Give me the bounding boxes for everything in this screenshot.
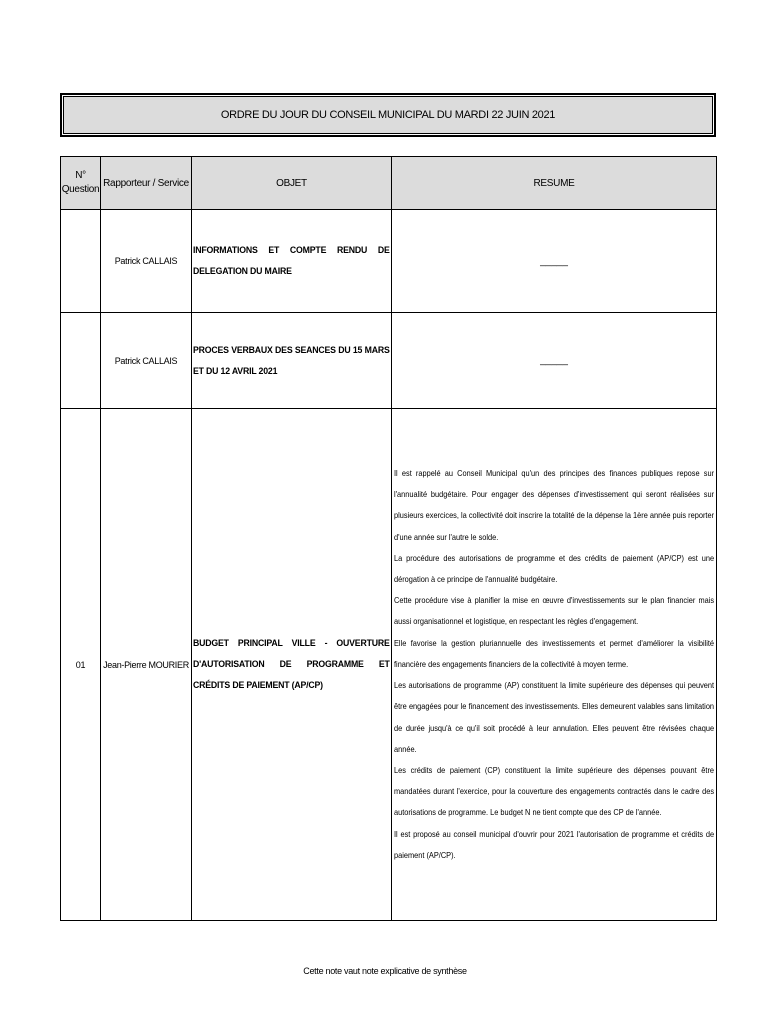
row-objet-text: PROCES VERBAUX DES SEANCES DU 15 MARS ET DU 12 AVRIL 2021 <box>193 344 390 377</box>
resume-paragraph: Il est proposé au conseil municipal d'ouvrir pour 2021 l'autorisation de programme et crédits de paiement (AP/CP). <box>394 828 715 860</box>
resume-paragraph: Les autorisations de programme (AP) constituent la limite supérieure des dépenses qui peuvent être engagées pour le financement des investissements. Elles demeurent valables sans limitation de durée jusqu'à ce qu'il soit procédé à leur annulation. Elles peuvent être révisées chaque année. <box>394 680 715 754</box>
table-row <box>61 313 717 409</box>
agenda-table <box>60 156 717 921</box>
row-resume: _____ <box>392 210 717 313</box>
row-objet-text: BUDGET PRINCIPAL VILLE - OUVERTURE D'AUTORISATION DE PROGRAMME ET CRÉDITS DE PAIEMENT (AP/CP) <box>193 638 390 691</box>
resume-paragraph: La procédure des autorisations de programme et des crédits de paiement (AP/CP) est une dérogation à ce principe de l'annualité budgétaire. <box>394 552 715 585</box>
row-objet-text: INFORMATIONS ET COMPTE RENDU DE DELEGATION DU MAIRE <box>193 245 390 277</box>
row-objet <box>192 313 392 409</box>
row-objet <box>192 409 392 921</box>
row-number <box>61 210 101 313</box>
row-number <box>61 313 101 409</box>
row-resume: _____ <box>392 313 717 409</box>
page-title: ORDRE DU JOUR DU CONSEIL MUNICIPAL DU MARDI 22 JUIN 2021 <box>220 109 556 121</box>
row-number: 01 <box>61 409 101 921</box>
header-number-line1: N° <box>75 170 86 181</box>
table-header-row <box>61 157 717 210</box>
header-number-line2: Question <box>61 184 100 195</box>
resume-paragraph: Elle favorise la gestion pluriannuelle des investissements et permet d'améliorer la visibilité financière des engagements financiers de la collectivité à moyen terme. <box>394 637 715 669</box>
table-row <box>61 409 717 921</box>
table-row <box>61 210 717 313</box>
row-rapporteur: Patrick CALLAIS <box>101 210 192 313</box>
header-rapporteur: Rapporteur / Service <box>101 157 192 210</box>
row-rapporteur: Jean-Pierre MOURIER <box>101 409 192 921</box>
footer-note: Cette note vaut note explicative de synthèse <box>303 966 467 976</box>
header-number <box>61 157 101 210</box>
row-rapporteur: Patrick CALLAIS <box>101 313 192 409</box>
row-resume <box>392 409 717 921</box>
title-box <box>60 93 716 137</box>
header-resume: RESUME <box>392 157 717 210</box>
row-objet <box>192 210 392 313</box>
resume-paragraph: Les crédits de paiement (CP) constituent la limite supérieure des dépenses pouvant être mandatées durant l'exercice, pour la couverture des engagements contractés dans le cadre des autorisations de programme. Le budget N ne tient compte que des CP de l'année. <box>394 764 715 818</box>
resume-paragraph: Il est rappelé au Conseil Municipal qu'un des principes des finances publiques repose sur l'annualité budgétaire. Pour engager des dépenses d'investissement qui seront réalisées sur plusieurs exercices, la collectivité doit inscrire la totalité de la dépense la 1ère année puis reporter d'une année sur l'autre le solde. <box>394 468 715 542</box>
resume-paragraph: Cette procédure vise à planifier la mise en œuvre d'investissements sur le plan financier mais aussi organisationnel et logistique, en respectant les règles d'engagement. <box>394 595 715 627</box>
header-objet: OBJET <box>192 157 392 210</box>
